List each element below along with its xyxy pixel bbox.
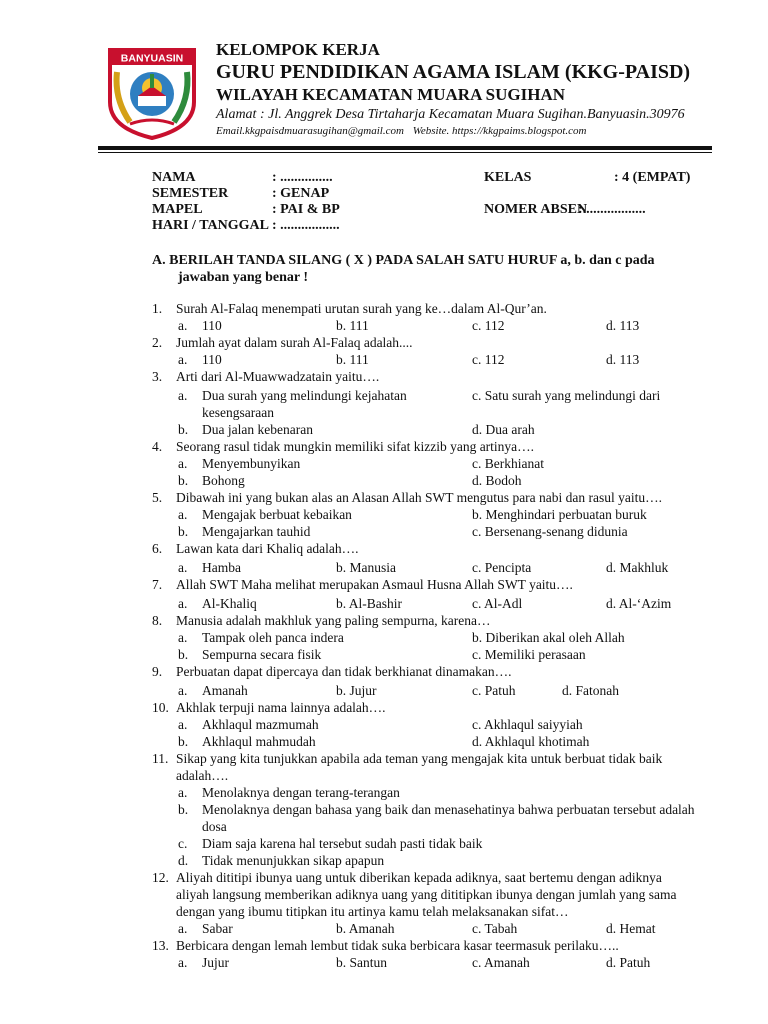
options-row xyxy=(152,733,712,750)
options-row xyxy=(152,351,712,368)
option-a-continued: kesengsaraan xyxy=(202,405,274,420)
instruction-line2: jawaban yang benar ! xyxy=(178,270,309,285)
options-row xyxy=(152,387,712,404)
option-a[interactable]: a. Jujur xyxy=(178,955,229,970)
question-10 xyxy=(152,699,712,716)
question-11 xyxy=(152,750,712,767)
option-c[interactable]: c. Diam saja karena hal tersebut sudah pasti tidak baik xyxy=(178,836,483,851)
option-b[interactable]: b. Dua jalan kebenaran xyxy=(178,422,313,437)
question-6 xyxy=(152,540,712,557)
option-b[interactable]: b. Menolaknya dengan bahasa yang baik dan menasehatinya bahwa perbuatan tersebut adalah xyxy=(178,802,695,817)
option-b-continued: dosa xyxy=(202,819,227,834)
kelas-label: KELAS xyxy=(484,170,532,185)
question-list xyxy=(152,300,712,971)
question-text: Dibawah ini yang bukan alas an Alasan Allah SWT mengutus para nabi dan rasul yaitu…. xyxy=(176,490,663,505)
option-c[interactable]: c. Al-Adl xyxy=(472,596,523,611)
option-a[interactable]: a. 110 xyxy=(178,352,222,367)
options-row-continued xyxy=(152,818,712,835)
question-number: 6. xyxy=(152,541,163,556)
option-c[interactable]: c. 112 xyxy=(472,352,505,367)
banyuasin-logo xyxy=(104,44,200,140)
header-rule-thin xyxy=(98,152,712,153)
letterhead-line3: WILAYAH KECAMATAN MUARA SUGIHAN xyxy=(216,85,566,104)
question-5 xyxy=(152,489,712,506)
option-d[interactable]: d. Akhlaqul khotimah xyxy=(472,734,590,749)
option-a[interactable]: a. Menyembunyikan xyxy=(178,456,301,471)
options-row xyxy=(152,682,712,699)
letterhead-email: Email.kkgpaisdmuarasugihan@gmail.com xyxy=(216,125,404,137)
question-text: Berbicara dengan lemah lembut tidak suka berbicara kasar teermasuk perilaku….. xyxy=(176,938,619,953)
options-row xyxy=(152,801,712,818)
question-text: Sikap yang kita tunjukkan apabila ada teman yang mengajak kita untuk berbuat tidak baik xyxy=(176,751,663,766)
option-b[interactable]: b. Mengajarkan tauhid xyxy=(178,524,311,539)
option-c[interactable]: c. Patuh xyxy=(472,683,516,698)
question-1 xyxy=(152,300,712,317)
letterhead-website: Website. https://kkgpaims.blogspot.com xyxy=(412,125,587,137)
option-b[interactable]: b. Amanah xyxy=(336,921,395,936)
absen-value: :.................. xyxy=(578,202,646,217)
question-number: 5. xyxy=(152,490,163,505)
question-9 xyxy=(152,663,712,680)
options-row xyxy=(152,646,712,663)
option-b[interactable]: b. 111 xyxy=(336,352,369,367)
options-row xyxy=(152,629,712,646)
option-b[interactable]: b. Bohong xyxy=(178,473,245,488)
question-7 xyxy=(152,576,712,593)
option-b[interactable]: b. Manusia xyxy=(336,560,396,575)
option-d[interactable]: d. Makhluk xyxy=(606,560,669,575)
question-text: Perbuatan dapat dipercaya dan tidak berkhianat dinamakan…. xyxy=(176,664,512,679)
letterhead xyxy=(216,40,736,138)
question-text: Manusia adalah makhluk yang paling sempurna, karena… xyxy=(176,613,491,628)
question-text-continued: aliyah langsung memberikan adiknya uang yang dititipkan ibunya dengan jumlah yang sama xyxy=(176,887,677,902)
option-b-right[interactable]: b. Menghindari perbuatan buruk xyxy=(472,507,647,522)
question-number: 9. xyxy=(152,664,163,679)
option-b[interactable]: b. Sempurna secara fisik xyxy=(178,647,322,662)
option-c[interactable]: c. Satu surah yang melindungi dari xyxy=(472,388,661,403)
question-text-continued: dengan yang ibumu titipkan itu artinya kamu telah melaksanakan sifat… xyxy=(176,904,569,919)
letterhead-address: Alamat : Jl. Anggrek Desa Tirtaharja Kecamatan Muara Sugihan.Banyuasin.30976 xyxy=(216,107,685,122)
option-a[interactable]: a. Menolaknya dengan terang-terangan xyxy=(178,785,400,800)
options-row xyxy=(152,559,712,576)
question-text: Surah Al-Falaq menempati urutan surah yang ke…dalam Al-Qur’an. xyxy=(176,301,547,316)
option-d[interactable]: d. Patuh xyxy=(606,955,651,970)
options-row xyxy=(152,455,712,472)
options-row xyxy=(152,920,712,937)
options-row xyxy=(152,506,712,523)
instruction-line1: A. BERILAH TANDA SILANG ( X ) PADA SALAH SATU HURUF a, b. dan c pada xyxy=(152,253,655,268)
question-number: 11. xyxy=(152,751,169,766)
question-3 xyxy=(152,368,712,385)
option-a[interactable]: a. Amanah xyxy=(178,683,248,698)
options-row xyxy=(152,716,712,733)
question-text: Arti dari Al-Muawwadzatain yaitu…. xyxy=(176,369,380,384)
letterhead-line2: GURU PENDIDIKAN AGAMA ISLAM (KKG-PAISD) xyxy=(216,61,691,83)
nama-value: : ............... xyxy=(272,170,333,185)
options-row xyxy=(152,784,712,801)
option-b[interactable]: b. Al-Bashir xyxy=(336,596,402,611)
question-number: 1. xyxy=(152,301,163,316)
option-d[interactable]: d. Dua arah xyxy=(472,422,535,437)
options-row xyxy=(152,595,712,612)
question-number: 13. xyxy=(152,938,169,953)
header-rule-thick xyxy=(98,146,712,150)
option-a[interactable]: a. Sabar xyxy=(178,921,233,936)
question-number: 12. xyxy=(152,870,169,885)
option-c[interactable]: c. Amanah xyxy=(472,955,530,970)
option-c[interactable]: c. 112 xyxy=(472,318,505,333)
option-c[interactable]: c. Tabah xyxy=(472,921,518,936)
question-number: 2. xyxy=(152,335,163,350)
option-c[interactable]: c. Pencipta xyxy=(472,560,532,575)
question-13 xyxy=(152,937,712,954)
option-a[interactable]: a. Akhlaqul mazmumah xyxy=(178,717,319,732)
options-row xyxy=(152,317,712,334)
hari-label: HARI / TANGGAL xyxy=(152,218,269,233)
option-b[interactable]: b. Santun xyxy=(336,955,388,970)
option-a[interactable]: a. Tampak oleh panca indera xyxy=(178,630,344,645)
question-8 xyxy=(152,612,712,629)
letterhead-line1: KELOMPOK KERJA xyxy=(216,40,380,59)
options-row xyxy=(152,835,712,852)
identity-left xyxy=(152,170,472,234)
option-a[interactable]: a. 110 xyxy=(178,318,222,333)
option-c[interactable]: c. Akhlaqul saiyyiah xyxy=(472,717,583,732)
option-d[interactable]: d. Fatonah xyxy=(562,683,619,698)
semester-label: SEMESTER xyxy=(152,186,229,201)
question-number: 8. xyxy=(152,613,163,628)
option-a[interactable]: a. Mengajak berbuat kebaikan xyxy=(178,507,352,522)
question-text: Lawan kata dari Khaliq adalah…. xyxy=(176,541,359,556)
kelas-value: : 4 (EMPAT) xyxy=(614,170,691,185)
option-c[interactable]: c. Berkhianat xyxy=(472,456,544,471)
absen-label: NOMER ABSEN xyxy=(484,202,588,217)
option-d[interactable]: d. Hemat xyxy=(606,921,656,936)
option-a[interactable]: a. Hamba xyxy=(178,560,241,575)
option-b[interactable]: b. Jujur xyxy=(336,683,377,698)
identity-right xyxy=(484,170,744,218)
question-text: Akhlak terpuji nama lainnya adalah…. xyxy=(176,700,386,715)
question-text-continued: adalah…. xyxy=(176,768,229,783)
option-d[interactable]: d. Bodoh xyxy=(472,473,522,488)
option-d[interactable]: d. Tidak menunjukkan sikap apapun xyxy=(178,853,385,868)
options-row xyxy=(152,472,712,489)
options-row xyxy=(152,852,712,869)
question-4 xyxy=(152,438,712,455)
option-b[interactable]: b. Akhlaqul mahmudah xyxy=(178,734,316,749)
question-text: Allah SWT Maha melihat merupakan Asmaul Husna Allah SWT yaitu…. xyxy=(176,577,573,592)
options-row xyxy=(152,523,712,540)
question-number: 4. xyxy=(152,439,163,454)
question-2 xyxy=(152,334,712,351)
option-c-right[interactable]: c. Bersenang-senang didunia xyxy=(472,524,628,539)
option-b[interactable]: b. 111 xyxy=(336,318,369,333)
hari-value: : ................. xyxy=(272,218,340,233)
option-d[interactable]: d. 113 xyxy=(606,352,640,367)
question-12 xyxy=(152,869,712,886)
options-row xyxy=(152,954,712,971)
option-a[interactable]: a. Al-Khaliq xyxy=(178,596,257,611)
question-number: 3. xyxy=(152,369,163,384)
option-a[interactable]: a. Dua surah yang melindungi kejahatan xyxy=(178,388,407,403)
option-c-right[interactable]: c. Memiliki perasaan xyxy=(472,647,586,662)
question-number: 7. xyxy=(152,577,163,592)
option-d[interactable]: d. Al-‘Azim xyxy=(606,596,672,611)
option-b-right[interactable]: b. Diberikan akal oleh Allah xyxy=(472,630,625,645)
options-row-continued xyxy=(152,404,712,421)
mapel-value: : PAI & BP xyxy=(272,202,340,217)
option-d[interactable]: d. 113 xyxy=(606,318,640,333)
nama-label: NAMA xyxy=(152,170,196,185)
letterhead-contact xyxy=(216,124,736,138)
logo-text: BANYUASIN xyxy=(120,52,184,65)
instruction xyxy=(152,252,672,286)
question-text: Seorang rasul tidak mungkin memiliki sifat kizzib yang artinya…. xyxy=(176,439,535,454)
question-number: 10. xyxy=(152,700,169,715)
mapel-label: MAPEL xyxy=(152,202,203,217)
question-text: Jumlah ayat dalam surah Al-Falaq adalah.... xyxy=(176,335,413,350)
options-row xyxy=(152,421,712,438)
question-text: Aliyah dititipi ibunya uang untuk diberikan kepada adiknya, saat bertemu dengan adiknya xyxy=(176,870,662,885)
semester-value: : GENAP xyxy=(272,186,330,201)
